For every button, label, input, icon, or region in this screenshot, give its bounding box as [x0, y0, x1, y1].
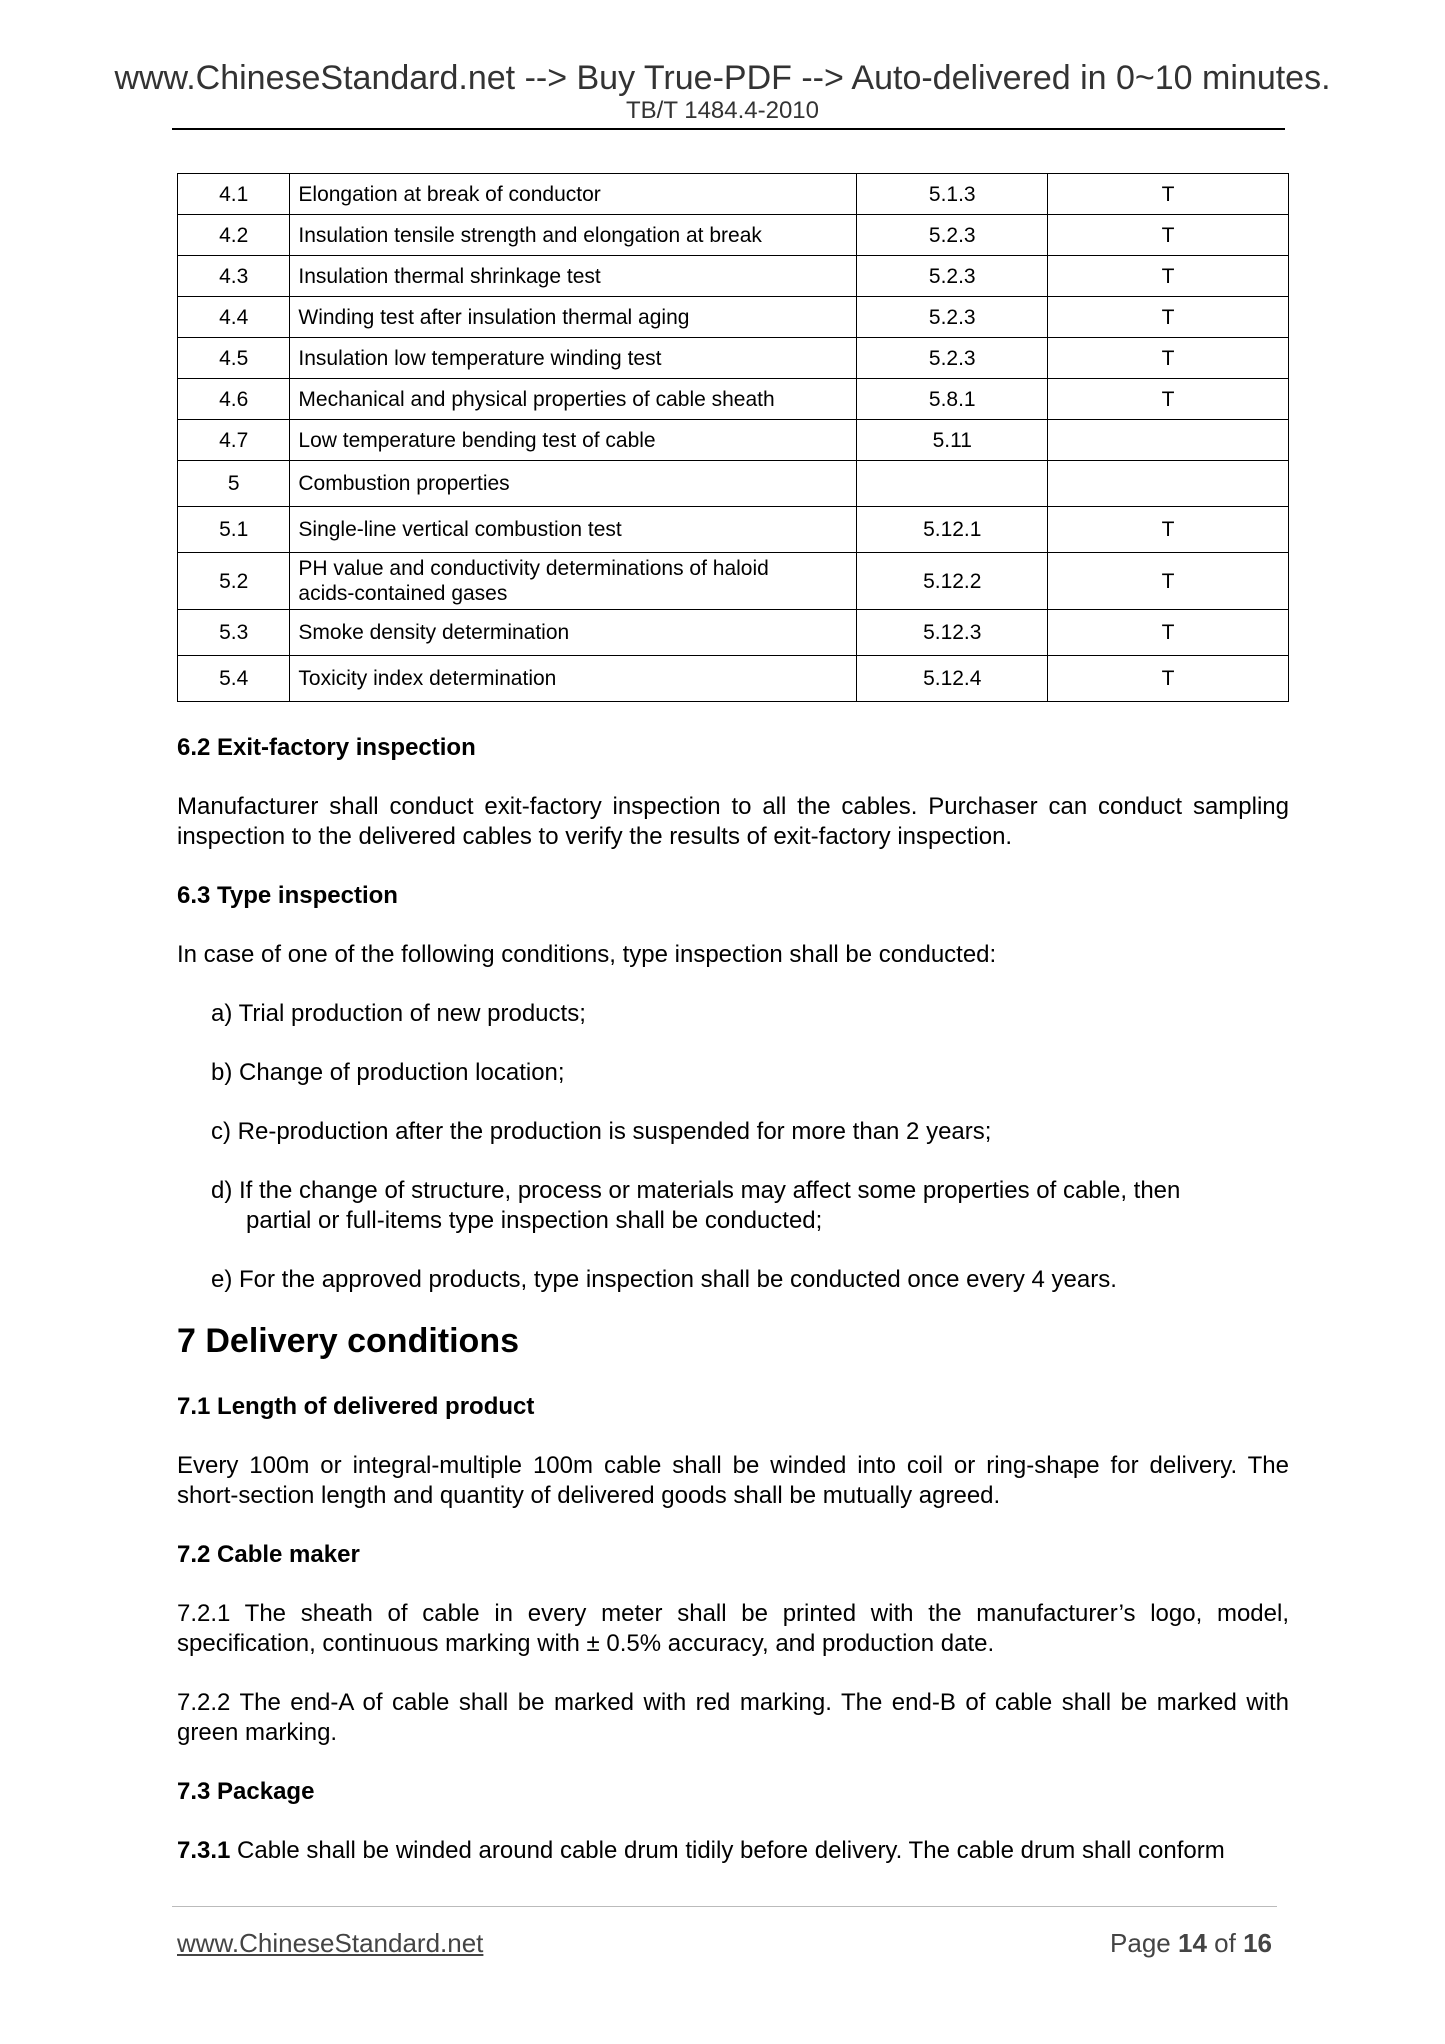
row-clause: 5.2.3 — [857, 338, 1048, 379]
footer-site-link[interactable]: www.ChineseStandard.net — [177, 1928, 484, 1958]
row-type: T — [1048, 256, 1289, 297]
row-type — [1048, 461, 1289, 507]
section-7-2-1-paragraph: 7.2.1 The sheath of cable in every meter shall be printed with the manufacturer’s logo, model, specification, continuous marking with ± 0.5% accuracy, and production date. — [177, 1600, 1289, 1657]
row-item — [290, 553, 857, 610]
table-row — [178, 610, 1289, 656]
table-row — [178, 297, 1289, 338]
list-item-line: d) If the change of structure, process or materials may affect some properties of cable, then — [211, 1177, 1181, 1204]
clause-text: Cable shall be winded around cable drum tidily before delivery. The cable drum shall conform — [230, 1837, 1225, 1864]
row-item: Elongation at break of conductor — [290, 174, 857, 215]
table-row — [178, 338, 1289, 379]
table-row — [178, 656, 1289, 702]
row-item: Insulation tensile strength and elongation at break — [290, 215, 857, 256]
row-clause: 5.12.1 — [857, 507, 1048, 553]
row-item: Mechanical and physical properties of cable sheath — [290, 379, 857, 420]
list-item: e) For the approved products, type inspection shall be conducted once every 4 years. — [211, 1266, 1117, 1293]
row-item-line: PH value and conductivity determinations of haloid — [298, 557, 769, 580]
row-item: Insulation low temperature winding test — [290, 338, 857, 379]
row-clause: 5.12.3 — [857, 610, 1048, 656]
row-item: Combustion properties — [290, 461, 857, 507]
table-row — [178, 215, 1289, 256]
section-6-2-paragraph: Manufacturer shall conduct exit-factory inspection to all the cables. Purchaser can conduct sampling inspection to the delivered cables to verify the results of exit-factory inspection. — [177, 793, 1289, 850]
table-row — [178, 461, 1289, 507]
standard-number: TB/T 1484.4-2010 — [625, 97, 820, 124]
section-7-heading: 7 Delivery conditions — [177, 1322, 519, 1360]
page-of: of — [1214, 1928, 1236, 1958]
row-number: 4.7 — [178, 420, 290, 461]
row-type: T — [1048, 297, 1289, 338]
table-row — [178, 379, 1289, 420]
section-6-3-heading: 6.3 Type inspection — [177, 882, 398, 909]
table-row — [178, 256, 1289, 297]
row-type — [1048, 420, 1289, 461]
section-7-2-heading: 7.2 Cable maker — [177, 1541, 360, 1568]
row-number: 5.4 — [178, 656, 290, 702]
section-7-2-2-paragraph: 7.2.2 The end-A of cable shall be marked with red marking. The end-B of cable shall be marked with green marking. — [177, 1689, 1289, 1746]
row-type: T — [1048, 507, 1289, 553]
header-banner: www.ChineseStandard.net --> Buy True-PDF --> Auto-delivered in 0~10 minutes. — [114, 59, 1331, 97]
row-number: 5 — [178, 461, 290, 507]
list-item — [211, 1176, 1289, 1236]
row-number: 4.4 — [178, 297, 290, 338]
row-item-line: acids-contained gases — [298, 582, 508, 605]
page-current: 14 — [1178, 1928, 1207, 1958]
table-row — [178, 420, 1289, 461]
row-type: T — [1048, 553, 1289, 610]
row-clause: 5.11 — [857, 420, 1048, 461]
section-7-1-paragraph: Every 100m or integral-multiple 100m cable shall be winded into coil or ring-shape for delivery. The short-section length and quantity of delivered goods shall be mutually agreed. — [177, 1452, 1289, 1509]
row-clause: 5.2.3 — [857, 297, 1048, 338]
row-clause: 5.2.3 — [857, 215, 1048, 256]
row-type: T — [1048, 338, 1289, 379]
row-number: 4.1 — [178, 174, 290, 215]
table-row — [178, 553, 1289, 610]
section-7-3-heading: 7.3 Package — [177, 1778, 315, 1805]
row-item: Single-line vertical combustion test — [290, 507, 857, 553]
row-number: 4.6 — [178, 379, 290, 420]
row-clause: 5.12.2 — [857, 553, 1048, 610]
table-row — [178, 507, 1289, 553]
row-clause: 5.12.4 — [857, 656, 1048, 702]
row-number: 5.3 — [178, 610, 290, 656]
row-type: T — [1048, 610, 1289, 656]
row-number: 4.3 — [178, 256, 290, 297]
page-label: Page — [1110, 1928, 1171, 1958]
row-item: Low temperature bending test of cable — [290, 420, 857, 461]
list-item: c) Re-production after the production is suspended for more than 2 years; — [211, 1118, 992, 1145]
row-number: 5.1 — [178, 507, 290, 553]
footer-divider — [172, 1906, 1277, 1907]
row-type: T — [1048, 656, 1289, 702]
row-clause: 5.1.3 — [857, 174, 1048, 215]
row-type: T — [1048, 379, 1289, 420]
section-7-3-1-paragraph — [177, 1836, 1289, 1866]
row-item: Insulation thermal shrinkage test — [290, 256, 857, 297]
inspection-items-table — [177, 173, 1289, 702]
row-number: 4.5 — [178, 338, 290, 379]
row-item: Winding test after insulation thermal aging — [290, 297, 857, 338]
row-clause — [857, 461, 1048, 507]
section-6-2-heading: 6.2 Exit-factory inspection — [177, 734, 476, 761]
row-type: T — [1048, 215, 1289, 256]
list-item: a) Trial production of new products; — [211, 1000, 586, 1027]
page-indicator — [1110, 1928, 1272, 1958]
row-item: Smoke density determination — [290, 610, 857, 656]
clause-number: 7.3.1 — [177, 1837, 231, 1864]
row-clause: 5.8.1 — [857, 379, 1048, 420]
row-clause: 5.2.3 — [857, 256, 1048, 297]
row-number: 5.2 — [178, 553, 290, 610]
row-number: 4.2 — [178, 215, 290, 256]
page-total: 16 — [1243, 1928, 1272, 1958]
row-item: Toxicity index determination — [290, 656, 857, 702]
row-type: T — [1048, 174, 1289, 215]
list-item: b) Change of production location; — [211, 1059, 565, 1086]
section-6-3-intro: In case of one of the following conditions, type inspection shall be conducted: — [177, 941, 997, 968]
header-divider — [172, 128, 1285, 130]
list-item-line: partial or full-items type inspection shall be conducted; — [246, 1207, 823, 1234]
table-row — [178, 174, 1289, 215]
section-7-1-heading: 7.1 Length of delivered product — [177, 1393, 535, 1420]
